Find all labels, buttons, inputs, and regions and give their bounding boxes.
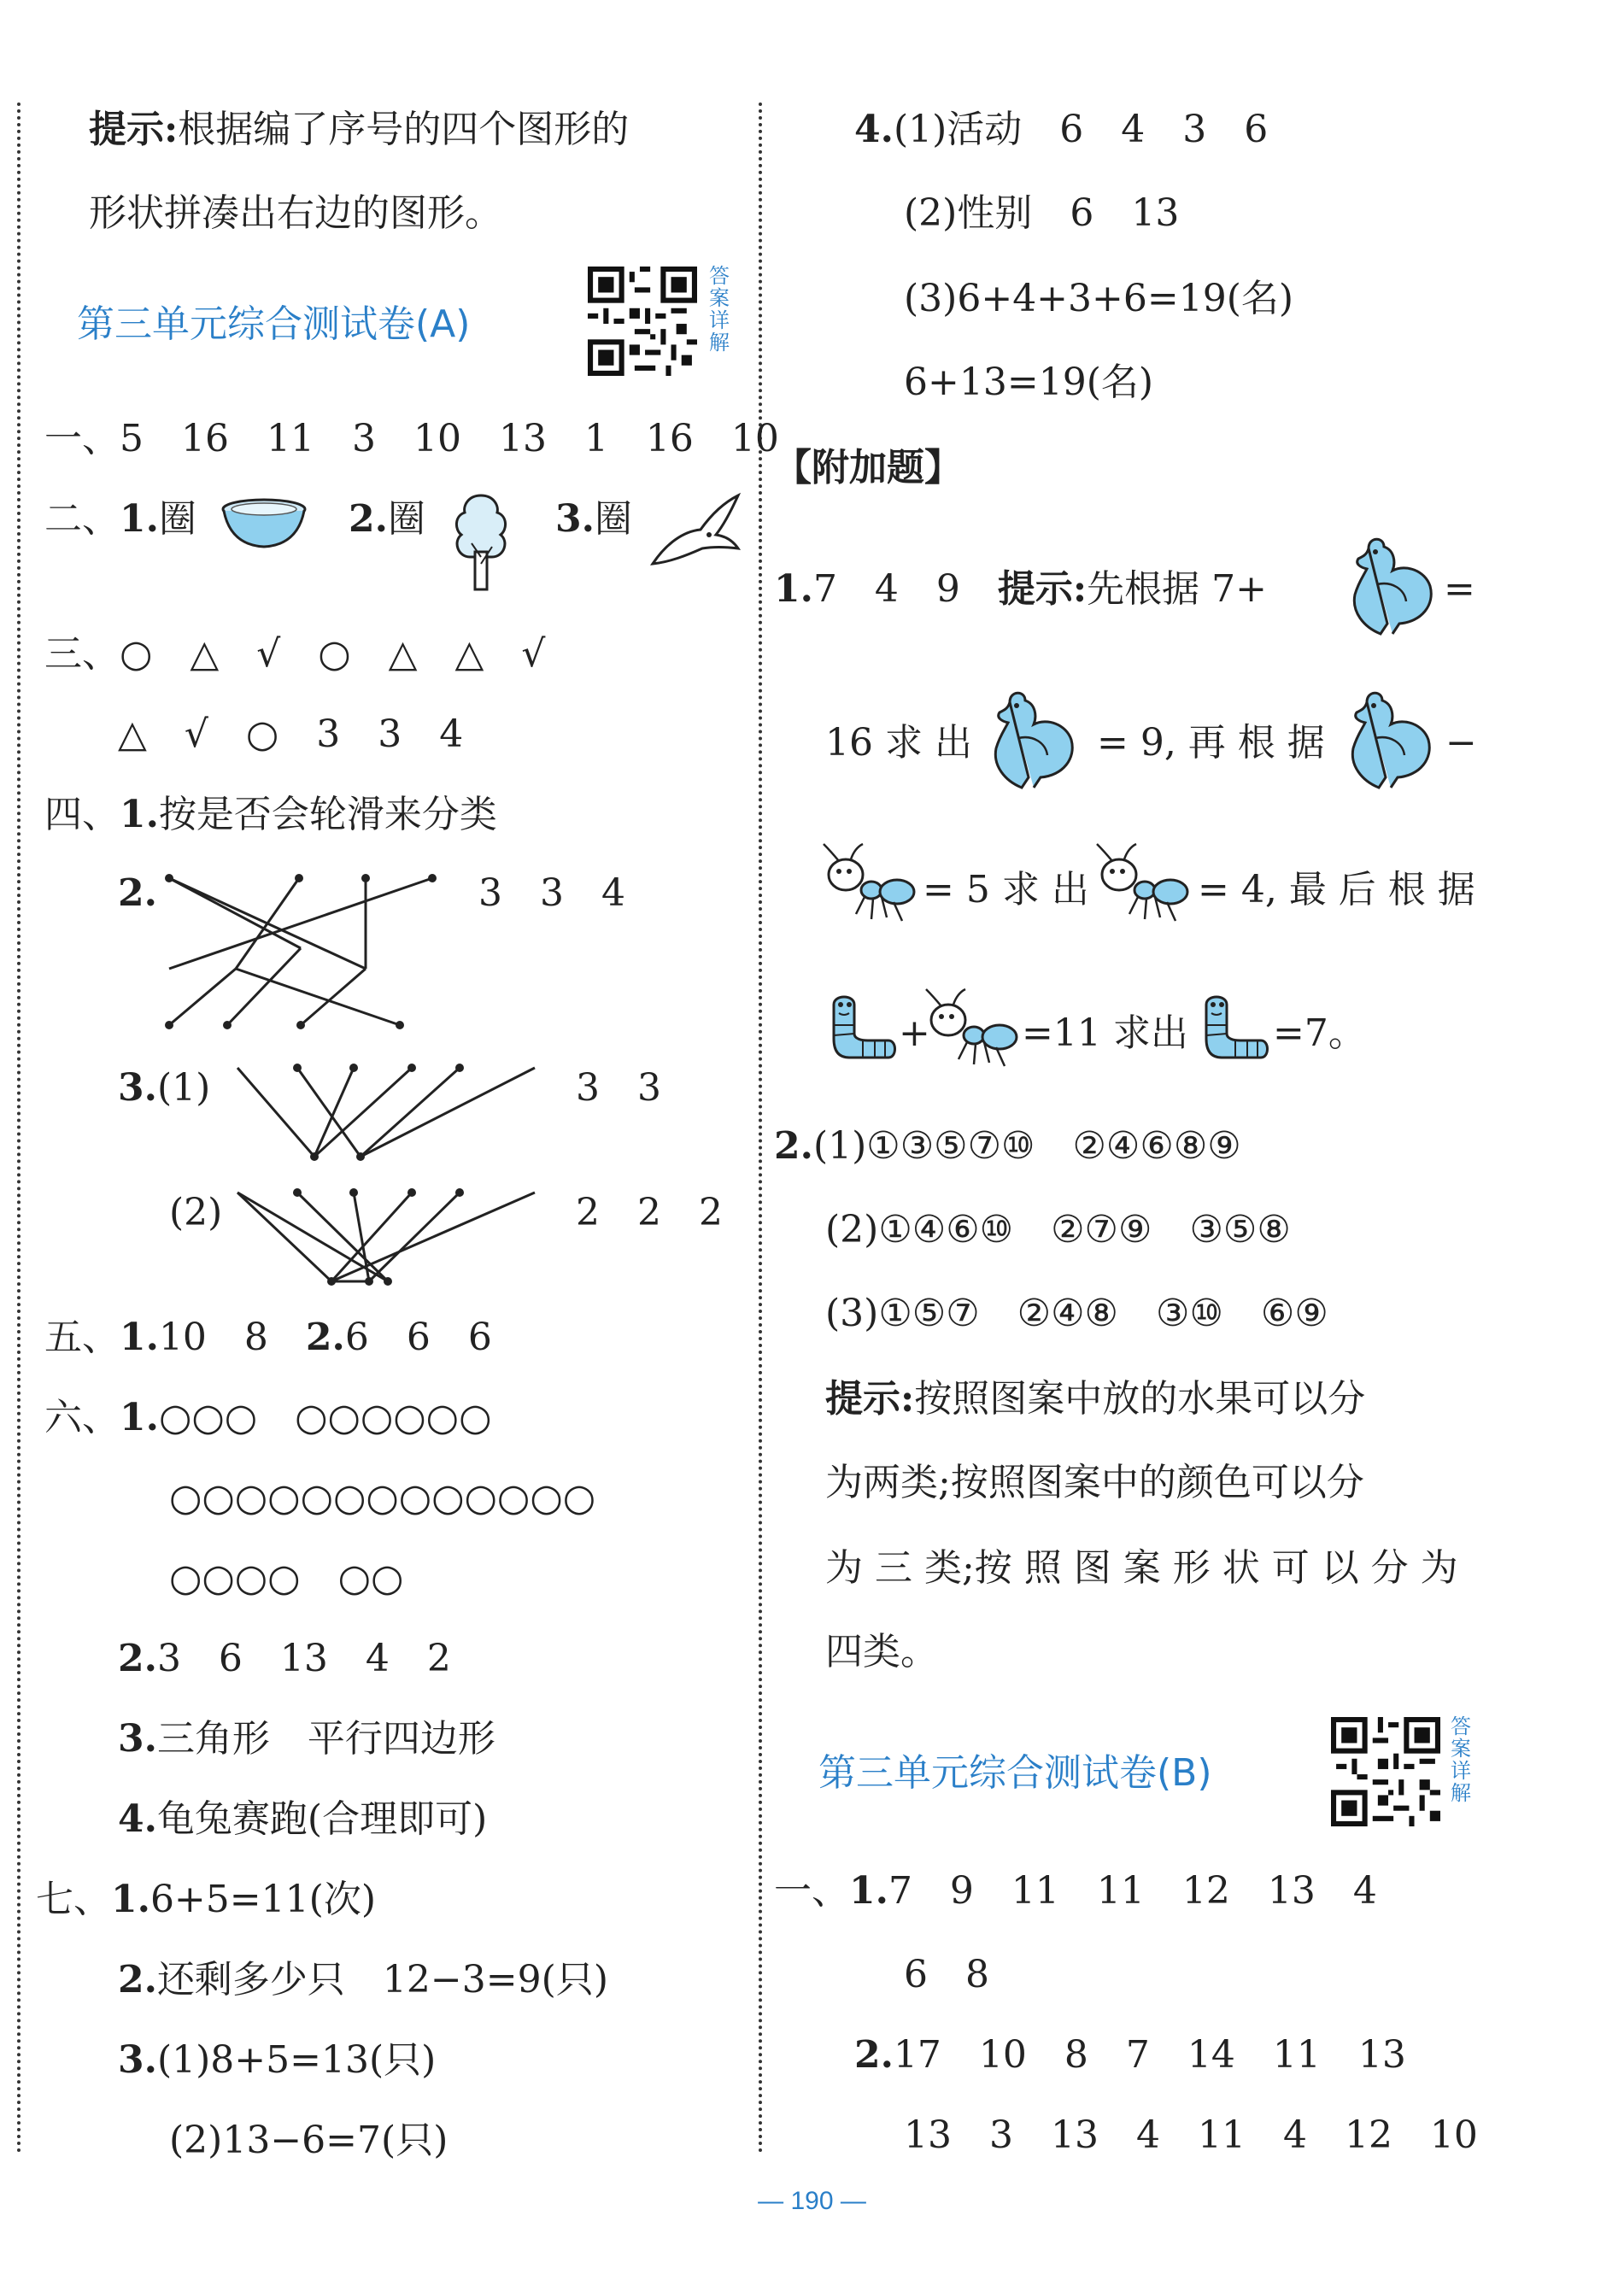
hint-label: 提示: bbox=[89, 108, 179, 151]
answer-text: (1)活动 6 4 3 6 bbox=[893, 108, 1269, 151]
ant-icon bbox=[924, 988, 1020, 1073]
item-number: 4. bbox=[854, 108, 894, 151]
answer-6-3 bbox=[118, 1714, 495, 1765]
bonus-2-hint-3: 为 三 类;按 照 图 案 形 状 可 以 分 为 bbox=[825, 1546, 1458, 1590]
section-b-line-2: 6 8 bbox=[904, 1953, 989, 1996]
answer-line-1: 一、5 16 11 3 10 13 1 16 10 bbox=[44, 417, 779, 460]
section-4-lead: 四、 bbox=[44, 793, 120, 836]
item-number: 2. bbox=[118, 871, 157, 915]
answer-text: 按是否会轮滑来分类 bbox=[158, 793, 497, 836]
item-number: 1. bbox=[120, 793, 159, 836]
matching-lines-figure-3 bbox=[232, 1186, 540, 1288]
item-number: 2. bbox=[774, 1124, 813, 1168]
item-number: 3. bbox=[118, 2038, 157, 2082]
answer-7-2 bbox=[118, 1955, 608, 2006]
section-title-b: 第三单元综合测试卷(B) bbox=[818, 1751, 1212, 1795]
circle-row: ○○○○○○○○○○○○○ bbox=[169, 1476, 596, 1520]
section-6-lead: 六、 bbox=[44, 1396, 120, 1439]
answer-text: (1)①③⑤⑦⑩ ②④⑥⑧⑨ bbox=[812, 1124, 1241, 1168]
hint-label: 提示: bbox=[997, 567, 1088, 611]
answer-values: 10 8 bbox=[158, 1316, 268, 1359]
answer-text: 三角形 平行四边形 bbox=[156, 1717, 495, 1761]
ant-icon bbox=[822, 842, 918, 928]
answer-text: 还剩多少只 12−3=9(只) bbox=[156, 1958, 608, 2001]
column-divider bbox=[759, 103, 762, 2154]
bonus-heading: 【附加题】 bbox=[774, 446, 962, 489]
equals-sign: = bbox=[1444, 567, 1475, 611]
caterpillar-icon bbox=[827, 991, 899, 1063]
circle-text: 圈 bbox=[387, 497, 425, 541]
ant-icon bbox=[1095, 842, 1191, 928]
section-7-lead: 七、 bbox=[36, 1878, 111, 1921]
bonus-2-line-1 bbox=[774, 1121, 1241, 1172]
bonus-1-text-3b: = 4, 最 后 根 据 bbox=[1198, 868, 1475, 911]
answer-4-3a bbox=[118, 1063, 210, 1114]
item-number: 2. bbox=[854, 2033, 894, 2077]
hint-label: 提示: bbox=[825, 1377, 915, 1421]
item-number: 3. bbox=[555, 497, 595, 541]
item-number: 2. bbox=[349, 497, 388, 541]
item-number: 1. bbox=[111, 1878, 150, 1921]
bonus-1-text-2a: 16 求 出 bbox=[825, 721, 972, 765]
qr-code-b bbox=[1331, 1717, 1440, 1826]
item-number: 2. bbox=[305, 1316, 345, 1359]
bonus-1-text-2b: = 9, 再 根 据 bbox=[1097, 721, 1325, 765]
circle-text: 圈 bbox=[594, 497, 632, 541]
answer-values: 3 3 4 bbox=[478, 871, 625, 915]
sub-label: (2) bbox=[169, 1191, 223, 1234]
answer-6-2 bbox=[118, 1633, 451, 1685]
hint-text: 先根据 7+ bbox=[1087, 567, 1268, 611]
answer-line-4-1 bbox=[44, 789, 497, 841]
answer-values: 17 10 8 7 14 11 13 bbox=[893, 2033, 1406, 2077]
item-number: 1. bbox=[120, 1316, 159, 1359]
answer-text: (1)8+5=13(只) bbox=[156, 2038, 437, 2082]
answer-r4-2: (2)性别 6 13 bbox=[904, 191, 1180, 235]
bonus-1-text-4c: =7。 bbox=[1273, 1011, 1366, 1055]
answer-line-6-1 bbox=[44, 1392, 491, 1444]
answer-line-7-1 bbox=[36, 1874, 376, 1925]
bonus-2-hint-1 bbox=[825, 1374, 1365, 1425]
answer-values: 7 9 11 11 12 13 4 bbox=[888, 1869, 1377, 1913]
hen-icon bbox=[1341, 687, 1433, 789]
item-number: 4. bbox=[118, 1797, 157, 1841]
hint-line-2: 形状拼凑出右边的图形。 bbox=[89, 191, 502, 235]
bonus-1-text-4b: =11 求出 bbox=[1022, 1011, 1188, 1055]
item-number: 1. bbox=[774, 567, 813, 611]
hint-text: 根据编了序号的四个图形的 bbox=[178, 108, 630, 151]
section-b-line-1 bbox=[774, 1866, 1377, 1917]
qr-note-b: 答案详解 bbox=[1451, 1714, 1471, 1805]
section-b-lead: 一、 bbox=[774, 1869, 849, 1913]
hint-text: 按照图案中放的水果可以分 bbox=[914, 1377, 1366, 1421]
answer-2-3 bbox=[555, 494, 632, 545]
bonus-2-line-2: (2)①④⑥⑩ ②⑦⑨ ③⑤⑧ bbox=[825, 1208, 1291, 1251]
answer-line-2 bbox=[44, 494, 196, 545]
sub-label: (1) bbox=[156, 1066, 211, 1110]
bonus-2-hint-2: 为两类;按照图案中的颜色可以分 bbox=[825, 1461, 1364, 1504]
item-number: 2. bbox=[118, 1637, 157, 1680]
circle-row: ○○○ ○○○○○○ bbox=[158, 1396, 492, 1439]
swallow-icon bbox=[649, 492, 742, 574]
answer-values: 6 6 6 bbox=[344, 1316, 492, 1359]
qr-note-a: 答案详解 bbox=[709, 264, 730, 355]
minus-sign: − bbox=[1445, 721, 1477, 765]
answer-6-4 bbox=[118, 1794, 487, 1845]
section-b-line-4: 13 3 13 4 11 4 12 10 bbox=[904, 2113, 1478, 2157]
bonus-1-line-1 bbox=[774, 564, 1267, 615]
item-number: 1. bbox=[120, 497, 159, 541]
answer-values: 3 3 bbox=[576, 1066, 661, 1110]
hen-icon bbox=[984, 687, 1076, 789]
section-b-line-3 bbox=[854, 2030, 1406, 2081]
item-number: 1. bbox=[120, 1396, 159, 1439]
page-number: — 190 — bbox=[758, 2187, 866, 2215]
section-5-lead: 五、 bbox=[44, 1316, 120, 1359]
answer-r4-1 bbox=[854, 104, 1268, 155]
answer-7-3 bbox=[118, 2035, 436, 2086]
hint-line-1 bbox=[89, 104, 629, 155]
matching-lines-figure-1 bbox=[162, 871, 444, 1034]
qr-code-a bbox=[588, 267, 697, 376]
bonus-2-hint-4: 四类。 bbox=[825, 1630, 938, 1673]
answer-text: 6+5=11(次) bbox=[150, 1878, 376, 1921]
item-number: 1. bbox=[849, 1869, 888, 1913]
circle-text: 圈 bbox=[158, 497, 196, 541]
answer-r4-4: 6+13=19(名) bbox=[904, 360, 1154, 404]
answer-7-3b: (2)13−6=7(只) bbox=[169, 2119, 449, 2162]
hen-icon bbox=[1343, 533, 1435, 636]
item-number: 2. bbox=[118, 1958, 157, 2001]
section-2-lead: 二、 bbox=[44, 497, 120, 541]
answer-2-2 bbox=[349, 494, 425, 545]
left-margin-line bbox=[17, 103, 21, 2154]
item-number: 3. bbox=[118, 1717, 157, 1761]
bowl-icon bbox=[220, 497, 308, 552]
caterpillar-icon bbox=[1199, 991, 1271, 1063]
bonus-2-line-3: (3)①⑤⑦ ②④⑧ ③⑩ ⑥⑨ bbox=[825, 1292, 1328, 1335]
answer-text: 龟兔赛跑(合理即可) bbox=[156, 1797, 488, 1841]
answer-values: 2 2 2 bbox=[576, 1191, 723, 1234]
matching-lines-figure-2 bbox=[232, 1061, 540, 1163]
bonus-1-text-3a: = 5 求 出 bbox=[923, 868, 1089, 911]
answer-line-5 bbox=[44, 1312, 492, 1363]
answer-r4-3: (3)6+4+3+6=19(名) bbox=[904, 277, 1294, 320]
answer-values: 3 6 13 4 2 bbox=[156, 1637, 451, 1680]
answer-values: 7 4 9 bbox=[812, 567, 960, 611]
answer-line-3b: △ √ ○ 3 3 4 bbox=[118, 712, 464, 756]
section-title-a: 第三单元综合测试卷(A) bbox=[77, 302, 471, 346]
plus-sign: + bbox=[899, 1011, 930, 1055]
answer-line-3a: 三、○ △ √ ○ △ △ √ bbox=[44, 632, 546, 676]
tree-icon bbox=[451, 492, 511, 593]
item-number: 3. bbox=[118, 1066, 157, 1110]
circle-row: ○○○○ ○○ bbox=[169, 1556, 404, 1600]
